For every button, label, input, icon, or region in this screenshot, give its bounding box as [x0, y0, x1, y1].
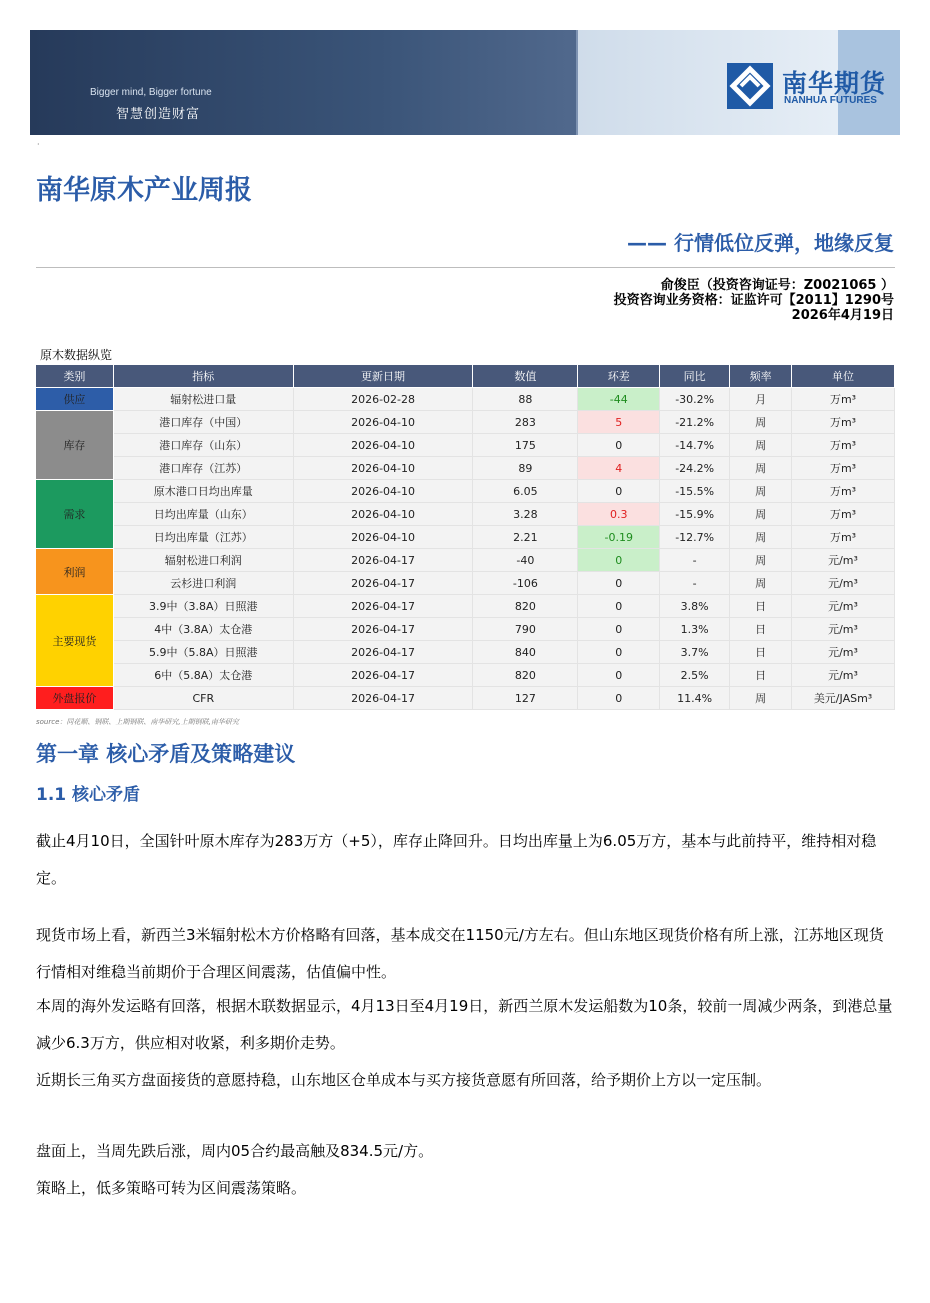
unit-cell: 元/m³ [792, 618, 895, 641]
paragraph-inventory: 截止4月10日，全国针叶原木库存为283万方（+5），库存止降回升。日均出库量上为6.05万方，基本与此前持平，维持相对稳定。 [36, 832, 877, 887]
frequency-cell: 周 [730, 503, 792, 526]
diff-cell: 0.3 [578, 503, 660, 526]
table-row [36, 618, 895, 641]
frequency-cell: 周 [730, 687, 792, 710]
table-row [36, 595, 895, 618]
report-subtitle: —— 行情低位反弹，地缘反复 [627, 231, 894, 255]
table-row [36, 388, 895, 411]
date-cell: 2026-04-10 [293, 503, 473, 526]
value-cell: 820 [473, 664, 578, 687]
unit-cell: 元/m³ [792, 549, 895, 572]
frequency-cell: 周 [730, 480, 792, 503]
yoy-cell: -24.2% [660, 457, 730, 480]
logo-text-chinese: 南华期货 [782, 69, 887, 98]
frequency-cell: 周 [730, 411, 792, 434]
diff-cell: 0 [578, 549, 660, 572]
yoy-cell: -30.2% [660, 388, 730, 411]
paragraph-futures: 盘面上，当周先跌后涨，周内05合约最高触及834.5元/方。 [36, 1142, 434, 1160]
value-cell: 175 [473, 434, 578, 457]
value-cell: 820 [473, 595, 578, 618]
value-cell: 127 [473, 687, 578, 710]
category-cell: 需求 [36, 480, 114, 549]
indicator-cell: 港口库存（山东） [113, 434, 293, 457]
paragraph-strategy: 策略上，低多策略可转为区间震荡策略。 [36, 1179, 307, 1197]
yoy-cell: - [660, 549, 730, 572]
unit-cell: 万m³ [792, 526, 895, 549]
unit-cell: 元/m³ [792, 595, 895, 618]
frequency-cell: 周 [730, 457, 792, 480]
table-row [36, 641, 895, 664]
value-cell: -106 [473, 572, 578, 595]
date-cell: 2026-04-10 [293, 480, 473, 503]
indicator-cell: 港口库存（中国） [113, 411, 293, 434]
paragraph-buyer-demand: 近期长三角买方盘面接货的意愿持稳，山东地区仓单成本与买方接货意愿有所回落，给予期价上方以一定压制。 [36, 1071, 772, 1089]
frequency-cell: 日 [730, 595, 792, 618]
title-divider [36, 267, 895, 268]
yoy-cell: -21.2% [660, 411, 730, 434]
date-cell: 2026-04-17 [293, 549, 473, 572]
table-row [36, 503, 895, 526]
indicator-cell: 辐射松进口利润 [113, 549, 293, 572]
report-date: 2026年4月19日 [791, 308, 894, 323]
date-cell: 2026-04-10 [293, 434, 473, 457]
section-heading: 1.1 核心矛盾 [36, 785, 141, 805]
author-name: 俞俊臣（投资咨询证号：Z0021065 ） [660, 278, 894, 293]
yoy-cell: -12.7% [660, 526, 730, 549]
unit-cell: 美元/JASm³ [792, 687, 895, 710]
unit-cell: 万m³ [792, 411, 895, 434]
yoy-cell: -14.7% [660, 434, 730, 457]
table-row [36, 526, 895, 549]
paragraph-shipments: 本周的海外发运略有回落，根据木联数据显示，4月13日至4月19日，新西兰原木发运船数为10条，较前一周减少两条，到港总量减少6.3万方，供应相对收紧，利多期价走势。 [36, 997, 893, 1052]
table-row [36, 687, 895, 710]
yoy-cell: 1.3% [660, 618, 730, 641]
date-cell: 2026-04-10 [293, 526, 473, 549]
table-row [36, 480, 895, 503]
table-row [36, 411, 895, 434]
report-title: 南华原木产业周报 [36, 175, 252, 206]
table-row [36, 664, 895, 687]
frequency-cell: 日 [730, 641, 792, 664]
header-category: 类别 [36, 365, 114, 388]
chapter-heading: 第一章 核心矛盾及策略建议 [36, 742, 296, 766]
diff-cell: 4 [578, 457, 660, 480]
diff-cell: 0 [578, 664, 660, 687]
indicator-cell: 日均出库量（山东） [113, 503, 293, 526]
header-date: 更新日期 [293, 365, 473, 388]
table-row [36, 457, 895, 480]
indicator-cell: 日均出库量（江苏） [113, 526, 293, 549]
value-cell: 88 [473, 388, 578, 411]
table-header-row [36, 365, 895, 388]
value-cell: 2.21 [473, 526, 578, 549]
value-cell: 283 [473, 411, 578, 434]
yoy-cell: -15.9% [660, 503, 730, 526]
value-cell: 3.28 [473, 503, 578, 526]
slogan-chinese: 智慧创造财富 [116, 107, 201, 122]
date-cell: 2026-04-17 [293, 572, 473, 595]
diff-cell: 5 [578, 411, 660, 434]
diff-cell: 0 [578, 687, 660, 710]
header-frequency: 频率 [730, 365, 792, 388]
frequency-cell: 月 [730, 388, 792, 411]
value-cell: 840 [473, 641, 578, 664]
yoy-cell: 2.5% [660, 664, 730, 687]
logo-text-english: NANHUA FUTURES [784, 95, 877, 106]
indicator-cell: 4中（3.8A）太仓港 [113, 618, 293, 641]
unit-cell: 元/m³ [792, 572, 895, 595]
date-cell: 2026-04-17 [293, 595, 473, 618]
unit-cell: 万m³ [792, 388, 895, 411]
yoy-cell: -15.5% [660, 480, 730, 503]
diff-cell: 0 [578, 572, 660, 595]
diff-cell: 0 [578, 595, 660, 618]
frequency-cell: 周 [730, 526, 792, 549]
indicator-cell: 原木港口日均出库量 [113, 480, 293, 503]
header-yoy: 同比 [660, 365, 730, 388]
diff-cell: 0 [578, 641, 660, 664]
indicator-cell: 云杉进口利润 [113, 572, 293, 595]
table-source-note: source：同花顺、钢联、上期钢联、南华研究,上期钢联,南华研究 [36, 718, 239, 726]
date-cell: 2026-04-17 [293, 618, 473, 641]
yoy-cell: 3.8% [660, 595, 730, 618]
author-qualification: 投资咨询业务资格：证监许可【2011】1290号 [613, 293, 894, 308]
unit-cell: 万m³ [792, 457, 895, 480]
yoy-cell: 11.4% [660, 687, 730, 710]
value-cell: -40 [473, 549, 578, 572]
frequency-cell: 周 [730, 572, 792, 595]
unit-cell: 元/m³ [792, 664, 895, 687]
diff-cell: 0 [578, 434, 660, 457]
date-cell: 2026-04-17 [293, 641, 473, 664]
value-cell: 89 [473, 457, 578, 480]
indicator-cell: 5.9中（5.8A）日照港 [113, 641, 293, 664]
table-row [36, 572, 895, 595]
header-value: 数值 [473, 365, 578, 388]
header-diff: 环差 [578, 365, 660, 388]
slogan-english: Bigger mind, Bigger fortune [90, 87, 212, 98]
category-cell: 利润 [36, 549, 114, 595]
table-row [36, 434, 895, 457]
diff-cell: -44 [578, 388, 660, 411]
unit-cell: 元/m³ [792, 641, 895, 664]
paragraph-spot-market: 现货市场上看，新西兰3米辐射松木方价格略有回落，基本成交在1150元/方左右。但山东地区现货价格有所上涨，江苏地区现货行情相对维稳当前期价于合理区间震荡，估值偏中性。 [36, 926, 884, 981]
author-block [614, 278, 894, 323]
date-cell: 2026-04-17 [293, 687, 473, 710]
nanhua-logo-icon [727, 63, 773, 109]
date-cell: 2026-02-28 [293, 388, 473, 411]
table-caption: 原木数据纵览 [40, 348, 113, 362]
category-cell: 库存 [36, 411, 114, 480]
frequency-cell: 日 [730, 618, 792, 641]
value-cell: 6.05 [473, 480, 578, 503]
indicator-cell: 6中（5.8A）太仓港 [113, 664, 293, 687]
header-indicator: 指标 [113, 365, 293, 388]
frequency-cell: 日 [730, 664, 792, 687]
indicator-cell: CFR [113, 687, 293, 710]
log-data-table [35, 364, 895, 710]
header-unit: 单位 [792, 365, 895, 388]
value-cell: 790 [473, 618, 578, 641]
unit-cell: 万m³ [792, 480, 895, 503]
indicator-cell: 辐射松进口量 [113, 388, 293, 411]
table-row [36, 549, 895, 572]
unit-cell: 万m³ [792, 434, 895, 457]
indicator-cell: 3.9中（3.8A）日照港 [113, 595, 293, 618]
indicator-cell: 港口库存（江苏） [113, 457, 293, 480]
diff-cell: -0.19 [578, 526, 660, 549]
diff-cell: 0 [578, 480, 660, 503]
date-cell: 2026-04-17 [293, 664, 473, 687]
frequency-cell: 周 [730, 549, 792, 572]
date-cell: 2026-04-10 [293, 457, 473, 480]
unit-cell: 万m³ [792, 503, 895, 526]
page-marker: · [37, 140, 40, 149]
diff-cell: 0 [578, 618, 660, 641]
yoy-cell: 3.7% [660, 641, 730, 664]
category-cell: 供应 [36, 388, 114, 411]
frequency-cell: 周 [730, 434, 792, 457]
yoy-cell: - [660, 572, 730, 595]
header-banner [30, 30, 900, 135]
date-cell: 2026-04-10 [293, 411, 473, 434]
category-cell: 外盘报价 [36, 687, 114, 710]
category-cell: 主要现货 [36, 595, 114, 687]
